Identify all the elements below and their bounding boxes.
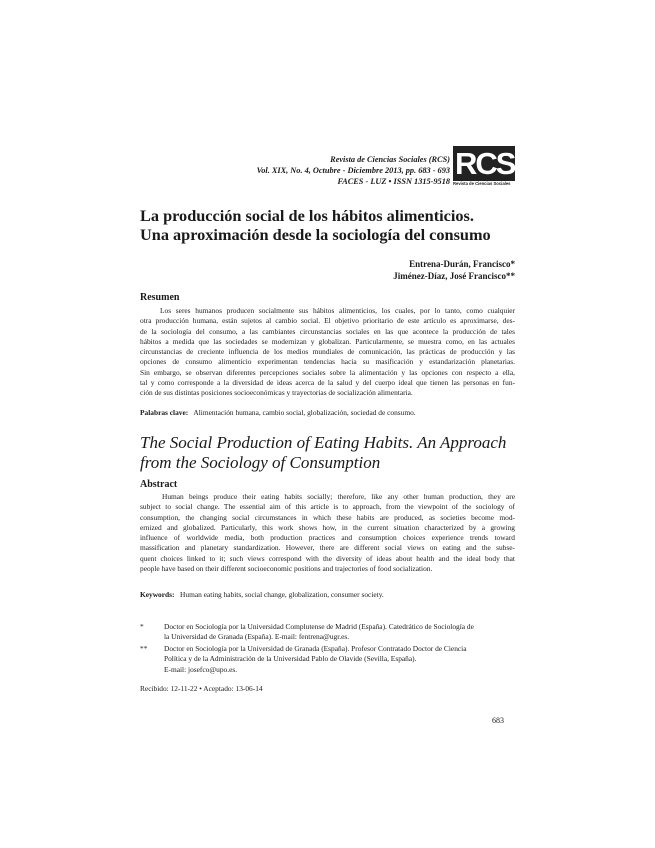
author-2: Jiménez-Díaz, José Francisco** [393, 271, 515, 281]
abstract-line: ernized and globalized. Particularly, this work shows how, in the current situation characterized by a growing [140, 522, 515, 532]
logo-text: RCS [455, 146, 515, 181]
abstract-line: Human beings produce their eating habits socially; therefore, like any other human production, they are [162, 492, 515, 501]
title-line-2: Una aproximación desde la sociología del consumo [140, 225, 491, 244]
author-1: Entrena-Durán, Francisco* [409, 259, 515, 269]
resumen-line: ción de sus distintas posiciones socioeconómicas y trayectorias de socialización alimentaria. [140, 388, 413, 398]
abstract-keywords [140, 590, 384, 599]
resumen-line: Los seres humanos producen socialmente sus hábitos alimenticios, los cuales, por lo tanto, como cualquier [160, 306, 515, 315]
footnote-mark: ** [140, 644, 148, 653]
abstract-line: quent choices linked to it; such views correspond with the diversity of ideas about health and the ideal body that [140, 553, 515, 563]
title-line-1: La producción social de los hábitos alimenticios. [140, 206, 474, 225]
footnote-line: Doctor en Sociología por la Universidad Complutense de Madrid (España). Catedrático de Sociología de [164, 622, 474, 631]
resumen-line: tal y como corresponde a la diversidad de ideas acerca de la salud y del cuerpo ideal que tienen las personas en fun- [140, 378, 515, 388]
resumen-line: opciones de consumo alimenticio experimentan tendencias hacia su masificación y estandarización planetarias. [140, 357, 515, 367]
footnote-line: la Universidad de Granada (España). E-mail: fentrena@ugr.es. [164, 632, 350, 642]
abstract-line: people have based on their different socioeconomic positions and trajectories of food socialization. [140, 564, 433, 574]
english-title-line-1: The Social Production of Eating Habits. An Approach [140, 433, 507, 452]
resumen-body [140, 306, 515, 399]
logo-mark [453, 146, 523, 181]
english-title-line-2: from the Sociology of Consumption [140, 453, 381, 472]
keywords-text: Human eating habits, social change, globalization, consumer society. [180, 590, 384, 599]
resumen-heading: Resumen [140, 292, 180, 303]
footnote-mark: * [140, 622, 144, 631]
abstract-line: consumption, the changing social circumstances in which these habits are produced, as societies become mod- [140, 512, 515, 522]
abstract-line: massification and planetary standardization. However, there are different social views on eating and the subse- [140, 543, 515, 553]
received-accepted-dates: Recibido: 12-11-22 • Aceptado: 13-06-14 [140, 684, 263, 693]
logo-subtitle: Revista de Ciencias Sociales [453, 181, 511, 186]
footnote-2 [140, 644, 515, 675]
journal-name: Revista de Ciencias Sociales (RCS) [330, 155, 450, 164]
page-number: 683 [492, 716, 504, 725]
english-title [140, 433, 506, 473]
keywords-text: Alimentación humana, cambio social, globalización, sociedad de consumo. [193, 408, 416, 417]
footnote-line: Doctor en Sociología por la Universidad de Granada (España). Profesor Contratado Doctor de Ciencia [164, 644, 467, 653]
journal-header [200, 154, 450, 187]
abstract-body [140, 492, 515, 574]
abstract-line: influence of worldwide media, both production practices and consumption choices experience trends toward [140, 533, 515, 543]
footnote-line: Política y de la Administración de la Universidad Pablo de Olavide (Sevilla, España). [164, 654, 417, 664]
resumen-keywords [140, 408, 416, 417]
resumen-line: hábitos a medida que las sociedades se modernizan y globalizan. Particularmente, se muestra como, en las actuales [140, 336, 515, 346]
journal-volume: Vol. XIX, No. 4, Octubre - Diciembre 2013, pp. 683 - 693 [256, 166, 450, 175]
footnote-1 [140, 622, 515, 643]
authors [393, 258, 515, 282]
article-title [140, 206, 540, 244]
keywords-label: Keywords: [140, 590, 175, 599]
keywords-label: Palabras clave: [140, 408, 189, 417]
resumen-line: Sin embargo, se observan diferentes percepciones sociales sobre la alimentación y las opciones con respecto a ella, [140, 367, 515, 377]
resumen-line: de la sociología del consumo, a las cambiantes circunstancias sociales en las que acontece la producción de tales [140, 326, 515, 336]
abstract-line: subject to social change. The essential aim of this article is to approach, from the viewpoint of the sociology of [140, 502, 515, 512]
journal-issn: FACES - LUZ • ISSN 1315-9518 [337, 177, 450, 186]
abstract-heading: Abstract [140, 479, 178, 490]
resumen-line: otra producción humana, están sujetos al cambio social. El objetivo prioritario de este artículo es aproximarse, des- [140, 316, 515, 326]
footnote-line: E-mail: josefco@upo.es. [164, 664, 238, 674]
journal-logo [453, 146, 523, 191]
resumen-line: circunstancias de creciente influencia de los medios mundiales de comunicación, las prácticas de producción y las [140, 347, 515, 357]
